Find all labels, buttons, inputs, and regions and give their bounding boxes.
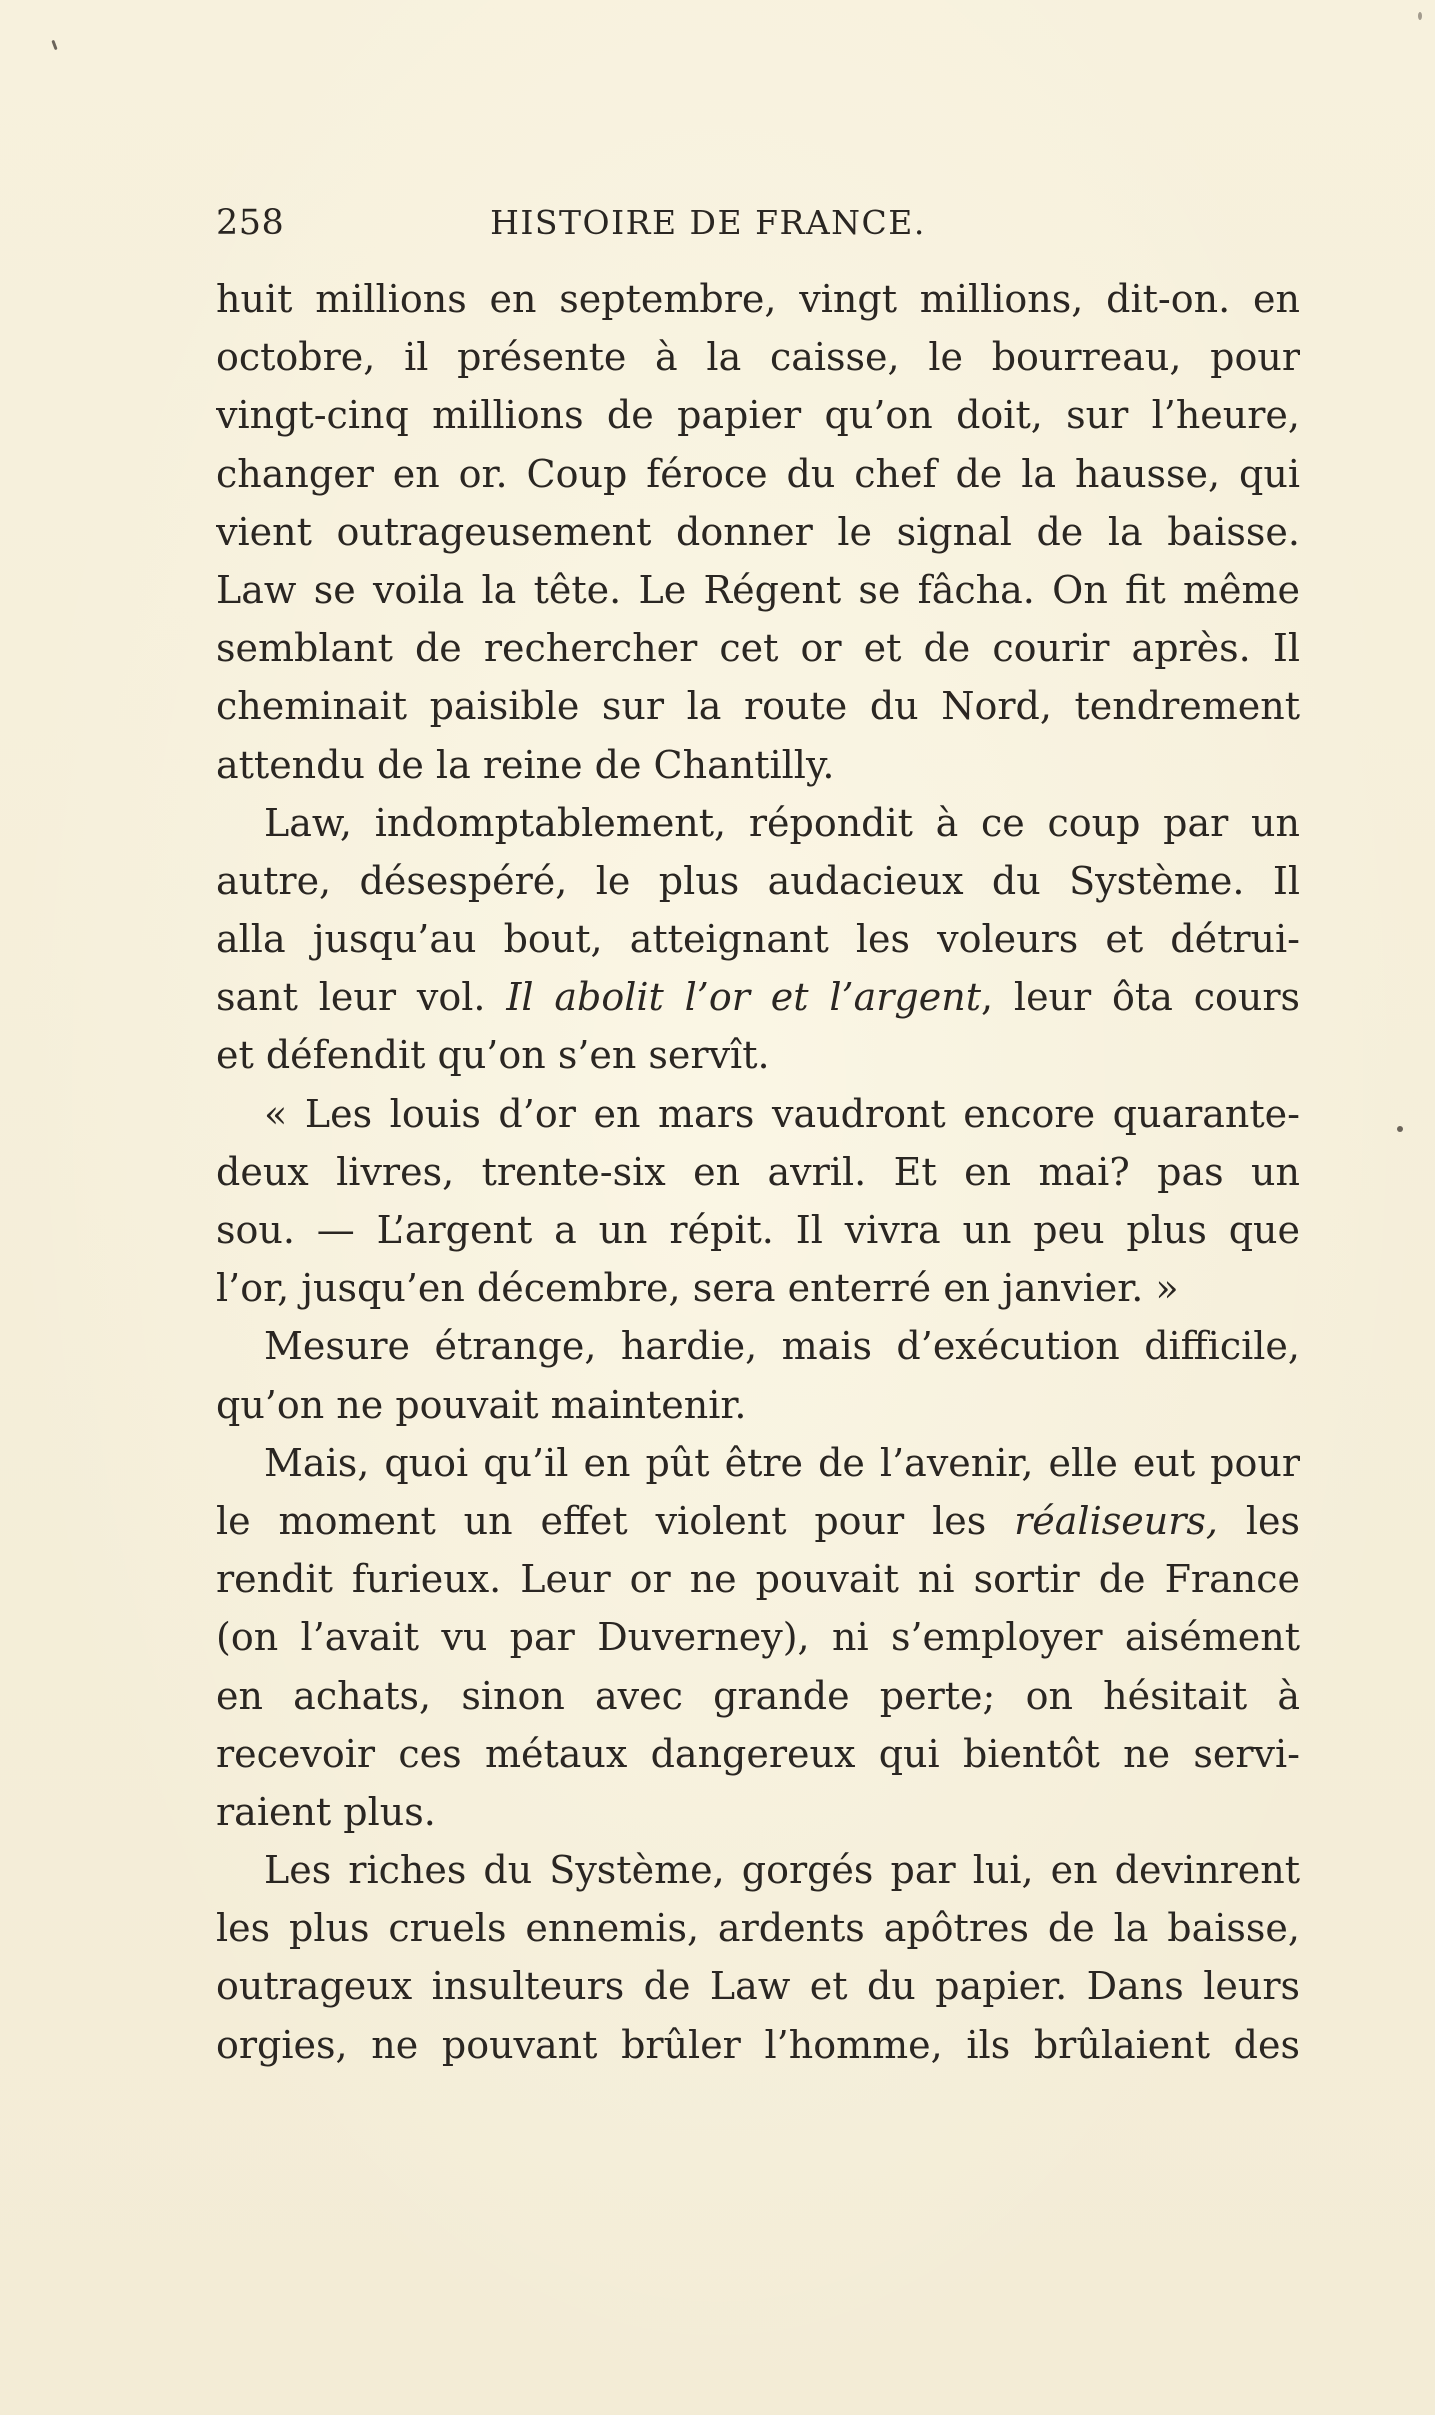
- paragraph-first-line: Mais, quoi qu’il en pût être de l’avenir, elle eut pour: [264, 1440, 1300, 1485]
- text-line: attendu de la reine de Chantilly.: [216, 742, 835, 787]
- text-line: changer en or. Coup féroce du chef de la hausse, qui: [216, 451, 1300, 496]
- text-segment: , leur ôta cours: [980, 975, 1300, 1020]
- text-line: l’or, jusqu’en décembre, sera enterré en janvier. »: [216, 1266, 1179, 1311]
- text-line: orgies, ne pouvant brûler l’homme, ils brûlaient des: [216, 2022, 1300, 2067]
- text-line: outrageux insulteurs de Law et du papier. Dans leurs: [216, 1964, 1300, 2009]
- text-line: semblant de rechercher cet or et de courir après. Il: [216, 626, 1300, 671]
- text-line: et défendit qu’on s’en servît.: [216, 1033, 770, 1078]
- text-line: octobre, il présente à la caisse, le bourreau, pour: [216, 335, 1300, 380]
- paragraph-first-line: Mesure étrange, hardie, mais d’exécution difficile,: [264, 1324, 1300, 1369]
- text-line: alla jusqu’au bout, atteignant les voleurs et détrui-: [216, 917, 1300, 962]
- text-segment: sant leur vol.: [216, 975, 507, 1020]
- paragraph-first-line: Law, indomptablement, répondit à ce coup par un: [264, 800, 1300, 845]
- paper-speck: [1397, 1126, 1403, 1132]
- text-line: vingt-cinq millions de papier qu’on doit, sur l’heure,: [216, 393, 1300, 438]
- text-line: [216, 1492, 1300, 1550]
- body-text: [216, 270, 1300, 2074]
- running-title: HISTOIRE DE FRANCE.: [490, 203, 926, 242]
- text-line: en achats, sinon avec grande perte; on hésitait à: [216, 1673, 1300, 1718]
- paragraph-first-line: « Les louis d’or en mars vaudront encore quarante-: [264, 1091, 1300, 1136]
- text-line: qu’on ne pouvait maintenir.: [216, 1382, 747, 1427]
- text-segment: le moment un effet violent pour les: [216, 1498, 1015, 1543]
- text-line: huit millions en septembre, vingt millions, dit-on. en: [216, 277, 1300, 321]
- text-line: sou. — L’argent a un répit. Il vivra un peu plus que: [216, 1208, 1300, 1252]
- page-header: [216, 203, 1300, 253]
- italic-phrase: réaliseurs,: [1014, 1498, 1218, 1543]
- text-line: autre, désespéré, le plus audacieux du Système. Il: [216, 858, 1300, 903]
- paper-speck: [1418, 12, 1422, 20]
- paragraph-first-line: Les riches du Système, gorgés par lui, en devinrent: [264, 1848, 1300, 1893]
- text-line: Law se voila la tête. Le Régent se fâcha. On fit même: [216, 567, 1300, 612]
- text-segment: les: [1217, 1498, 1300, 1543]
- text-line: vient outrageusement donner le signal de la baisse.: [216, 509, 1300, 554]
- text-line: recevoir ces métaux dangereux qui bientôt ne servi-: [216, 1731, 1300, 1776]
- text-line: deux livres, trente-six en avril. Et en mai? pas un: [216, 1149, 1300, 1194]
- text-line: les plus cruels ennemis, ardents apôtres de la baisse,: [216, 1906, 1300, 1951]
- italic-phrase: Il abolit l’or et l’argent: [506, 975, 981, 1020]
- text-line: (on l’avait vu par Duverney), ni s’employer aisément: [216, 1615, 1300, 1660]
- paper-speck: [51, 40, 57, 50]
- page-number: 258: [216, 203, 285, 243]
- text-line: raient plus.: [216, 1789, 436, 1834]
- text-line: [216, 968, 1300, 1026]
- text-line: cheminait paisible sur la route du Nord, tendrement: [216, 684, 1300, 729]
- text-line: rendit furieux. Leur or ne pouvait ni sortir de France: [216, 1557, 1300, 1602]
